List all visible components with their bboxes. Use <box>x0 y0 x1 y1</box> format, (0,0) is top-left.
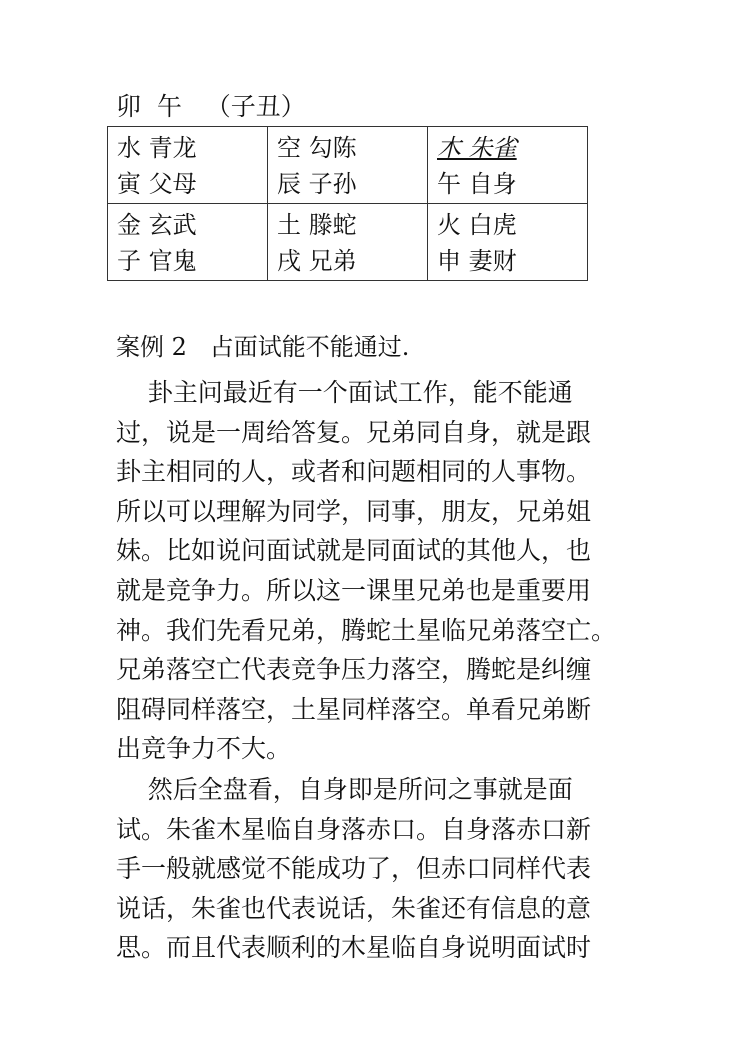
paragraph-2 <box>116 770 646 968</box>
table-row <box>108 127 588 204</box>
cell-line: 空 勾陈 <box>277 134 357 162</box>
table-row <box>108 204 588 281</box>
case-title: 案例 2 占面试能不能通过. <box>116 333 410 361</box>
text-line: 然后全盘看，自身即是所问之事就是面 <box>116 775 573 804</box>
cell-line: 午 自身 <box>437 170 517 198</box>
text-line: 卦主相同的人，或者和问题相同的人事物。 <box>116 457 592 487</box>
cell-line: 火 白虎 <box>437 211 517 239</box>
cell-line: 申 妻财 <box>437 247 517 275</box>
cell-line: 水 青龙 <box>117 134 197 162</box>
text-line: 神。我们先看兄弟，腾蛇土星临兄弟落空亡。 <box>116 615 617 645</box>
table-cell <box>268 204 428 281</box>
cell-line: 辰 子孙 <box>277 170 357 198</box>
text-line: 阻碍同样落空，土星同样落空。单看兄弟断 <box>116 694 592 724</box>
text-line: 妹。比如说问面试就是同面试的其他人，也 <box>116 536 592 566</box>
text-line: 就是竞争力。所以这一课里兄弟也是重要用 <box>116 575 592 605</box>
divination-table <box>107 126 588 281</box>
text-line: 试。朱雀木星临自身落赤口。自身落赤口新 <box>116 814 592 844</box>
cell-line: 子 官鬼 <box>117 247 197 275</box>
paragraph-1 <box>116 373 646 769</box>
cell-line: 金 玄武 <box>117 211 197 239</box>
table-cell <box>108 204 268 281</box>
text-line: 思。而且代表顺利的木星临自身说明面试时 <box>116 933 592 963</box>
table-cell <box>428 127 588 204</box>
cell-line: 寅 父母 <box>117 170 197 198</box>
table-cell <box>268 127 428 204</box>
table-cell <box>428 204 588 281</box>
cell-line: 土 滕蛇 <box>277 211 357 239</box>
table-cell <box>108 127 268 204</box>
header-line: 卯 午 （子丑） <box>116 92 306 121</box>
cell-line: 戌 兄弟 <box>277 247 357 275</box>
text-line: 所以可以理解为同学，同事，朋友，兄弟姐 <box>116 496 592 526</box>
text-line: 过，说是一周给答复。兄弟同自身，就是跟 <box>116 417 592 447</box>
text-line: 兄弟落空亡代表竞争压力落空，腾蛇是纠缠 <box>116 655 592 685</box>
text-line: 卦主问最近有一个面试工作，能不能通 <box>116 378 573 407</box>
text-line: 说话，朱雀也代表说话，朱雀还有信息的意 <box>116 893 592 923</box>
text-line: 手一般就感觉不能成功了，但赤口同样代表 <box>116 854 592 884</box>
cell-line-underlined: 木 朱雀 <box>437 134 517 162</box>
text-line: 出竞争力不大。 <box>116 734 292 764</box>
